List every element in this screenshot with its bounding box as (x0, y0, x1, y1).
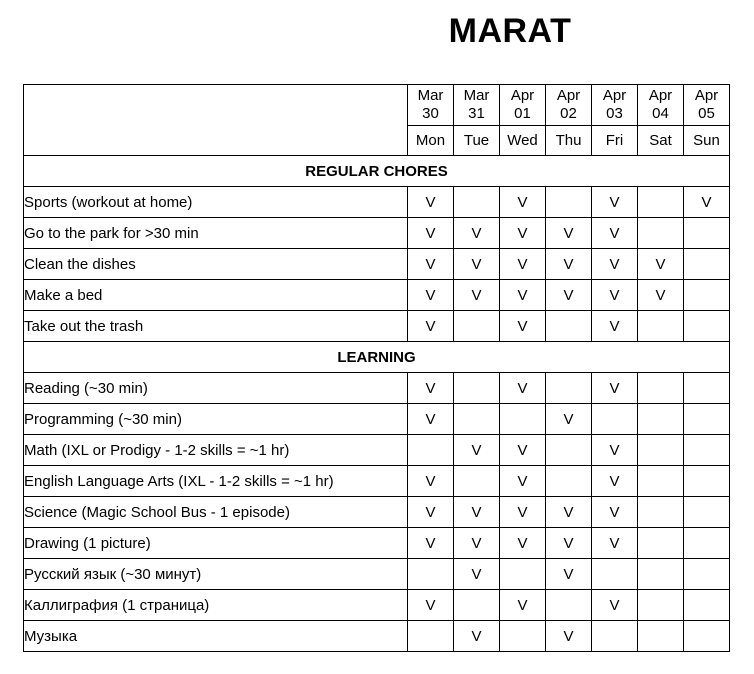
check-cell: V (592, 218, 638, 249)
check-cell (408, 559, 454, 590)
check-cell (638, 435, 684, 466)
date-day: 31 (468, 105, 485, 122)
weekday-cell: Sat (638, 126, 684, 156)
check-cell: V (546, 404, 592, 435)
date-cell (684, 85, 730, 126)
check-cell: V (408, 404, 454, 435)
chore-table (23, 84, 730, 652)
check-cell (684, 621, 730, 652)
task-label: Math (IXL or Prodigy - 1-2 skills = ~1 hr) (24, 435, 408, 466)
date-month: Apr (602, 87, 627, 104)
check-cell (684, 373, 730, 404)
check-cell (454, 311, 500, 342)
check-cell (684, 528, 730, 559)
check-cell: V (408, 497, 454, 528)
section-heading: REGULAR CHORES (24, 156, 730, 187)
date-month: Apr (648, 87, 673, 104)
task-label: Clean the dishes (24, 249, 408, 280)
check-cell (684, 497, 730, 528)
task-label: Make a bed (24, 280, 408, 311)
check-cell: V (408, 280, 454, 311)
check-cell: V (408, 466, 454, 497)
check-cell (546, 311, 592, 342)
date-day: 30 (422, 105, 439, 122)
check-cell (638, 590, 684, 621)
check-cell: V (408, 249, 454, 280)
check-cell: V (500, 187, 546, 218)
task-row (24, 559, 730, 590)
date-cell (454, 85, 500, 126)
check-cell: V (454, 280, 500, 311)
check-cell: V (592, 249, 638, 280)
check-cell (546, 590, 592, 621)
date-cell (408, 85, 454, 126)
check-cell: V (454, 621, 500, 652)
check-cell: V (546, 249, 592, 280)
date-day: 05 (698, 105, 715, 122)
check-cell (638, 621, 684, 652)
check-cell (638, 528, 684, 559)
check-cell (592, 404, 638, 435)
date-month: Apr (510, 87, 535, 104)
check-cell (454, 373, 500, 404)
check-cell (684, 311, 730, 342)
check-cell (684, 466, 730, 497)
check-cell: V (546, 218, 592, 249)
date-day: 03 (606, 105, 623, 122)
check-cell: V (592, 590, 638, 621)
check-cell: V (500, 590, 546, 621)
check-cell: V (500, 466, 546, 497)
task-row (24, 249, 730, 280)
check-cell (684, 404, 730, 435)
task-row (24, 435, 730, 466)
task-label: Reading (~30 min) (24, 373, 408, 404)
check-cell: V (408, 187, 454, 218)
check-cell: V (454, 528, 500, 559)
task-label: Take out the trash (24, 311, 408, 342)
weekday-cell: Sun (684, 126, 730, 156)
task-row (24, 621, 730, 652)
check-cell: V (546, 528, 592, 559)
task-row (24, 590, 730, 621)
section-header-row (24, 342, 730, 373)
weekday-cell: Thu (546, 126, 592, 156)
task-label: Каллиграфия (1 страница) (24, 590, 408, 621)
header-corner-cell (24, 85, 408, 156)
check-cell: V (592, 435, 638, 466)
weekday-cell: Fri (592, 126, 638, 156)
check-cell: V (500, 218, 546, 249)
check-cell: V (408, 311, 454, 342)
weekday-cell: Wed (500, 126, 546, 156)
date-cell (592, 85, 638, 126)
check-cell: V (592, 497, 638, 528)
check-cell: V (408, 590, 454, 621)
check-cell (546, 187, 592, 218)
check-cell: V (500, 435, 546, 466)
check-cell (638, 497, 684, 528)
check-cell: V (546, 280, 592, 311)
task-label: Programming (~30 min) (24, 404, 408, 435)
check-cell: V (454, 497, 500, 528)
check-cell (638, 559, 684, 590)
check-cell (454, 404, 500, 435)
check-cell: V (592, 280, 638, 311)
check-cell: V (546, 497, 592, 528)
section-heading: LEARNING (24, 342, 730, 373)
check-cell: V (454, 435, 500, 466)
check-cell: V (592, 528, 638, 559)
task-row (24, 373, 730, 404)
date-month: Apr (556, 87, 581, 104)
task-row (24, 218, 730, 249)
date-header-row (24, 85, 730, 126)
check-cell: V (592, 187, 638, 218)
check-cell (684, 435, 730, 466)
date-month: Mar (463, 87, 490, 104)
check-cell (684, 280, 730, 311)
check-cell (638, 311, 684, 342)
check-cell: V (454, 249, 500, 280)
task-row (24, 466, 730, 497)
task-label: Go to the park for >30 min (24, 218, 408, 249)
check-cell (684, 590, 730, 621)
date-day: 04 (652, 105, 669, 122)
task-row (24, 497, 730, 528)
check-cell: V (638, 280, 684, 311)
check-cell (454, 466, 500, 497)
check-cell: V (500, 497, 546, 528)
check-cell (500, 621, 546, 652)
check-cell: V (500, 528, 546, 559)
check-cell: V (500, 249, 546, 280)
task-label: English Language Arts (IXL - 1-2 skills = ~1 hr) (24, 466, 408, 497)
check-cell (638, 373, 684, 404)
check-cell: V (408, 373, 454, 404)
check-cell: V (546, 559, 592, 590)
check-cell (684, 249, 730, 280)
task-label: Science (Magic School Bus - 1 episode) (24, 497, 408, 528)
check-cell (684, 559, 730, 590)
check-cell (454, 187, 500, 218)
section-header-row (24, 156, 730, 187)
page-title: MARAT (448, 12, 572, 50)
task-row (24, 311, 730, 342)
task-label: Русский язык (~30 минут) (24, 559, 408, 590)
date-day: 01 (514, 105, 531, 122)
check-cell: V (684, 187, 730, 218)
check-cell: V (592, 311, 638, 342)
check-cell (592, 621, 638, 652)
task-row (24, 280, 730, 311)
check-cell: V (500, 373, 546, 404)
check-cell (592, 559, 638, 590)
check-cell: V (454, 218, 500, 249)
task-label: Музыка (24, 621, 408, 652)
date-month: Apr (694, 87, 719, 104)
check-cell: V (592, 373, 638, 404)
check-cell (638, 466, 684, 497)
check-cell (684, 218, 730, 249)
check-cell: V (592, 466, 638, 497)
task-row (24, 528, 730, 559)
task-label: Drawing (1 picture) (24, 528, 408, 559)
check-cell: V (546, 621, 592, 652)
date-cell (546, 85, 592, 126)
check-cell (638, 187, 684, 218)
check-cell (546, 435, 592, 466)
check-cell (638, 218, 684, 249)
check-cell (454, 590, 500, 621)
task-label: Sports (workout at home) (24, 187, 408, 218)
check-cell (500, 559, 546, 590)
task-row (24, 187, 730, 218)
check-cell (408, 621, 454, 652)
date-cell (638, 85, 684, 126)
task-row (24, 404, 730, 435)
date-day: 02 (560, 105, 577, 122)
check-cell: V (500, 280, 546, 311)
check-cell: V (638, 249, 684, 280)
check-cell: V (408, 528, 454, 559)
check-cell (638, 404, 684, 435)
weekday-cell: Tue (454, 126, 500, 156)
check-cell: V (454, 559, 500, 590)
check-cell (546, 466, 592, 497)
check-cell (546, 373, 592, 404)
check-cell: V (500, 311, 546, 342)
weekday-cell: Mon (408, 126, 454, 156)
check-cell (408, 435, 454, 466)
date-month: Mar (417, 87, 444, 104)
check-cell (500, 404, 546, 435)
check-cell: V (408, 218, 454, 249)
date-cell (500, 85, 546, 126)
